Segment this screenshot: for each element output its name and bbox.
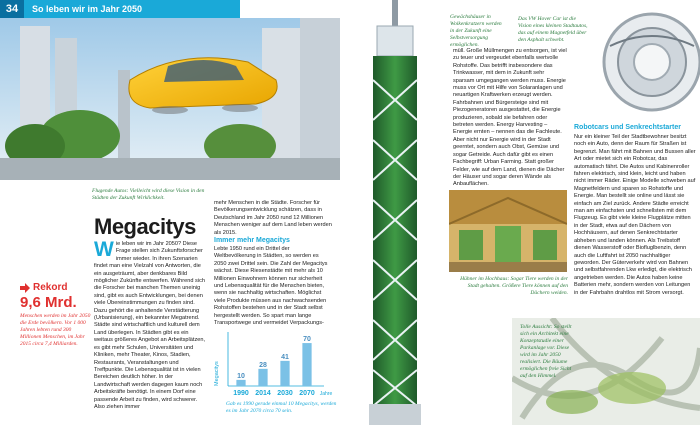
tick-label-2030: 2030 [277,390,293,397]
megacity-chart [212,328,336,400]
bar-chart [212,328,336,400]
bar-2030 [280,361,289,386]
column-2-body: Lebte 1950 rund ein Drittel der Weltbevölkerung in Städten, so werden es 2050 zwei Drittel sein. Die Zahl der Megacitys wächst. Diese Riesenstädte mit mehr als 10 Millionen Einwohnern können nur sicherheit und Lebensqualität für die Menschen bieten, wenn sie nachhaltig wirtschaften. Möglichst viele Produkte müssen aus nachwachsenden Rohstoffen bestehen und in der Stadt selbst hergestellt werden. So spart man lange Transportwege und vermeidet Verpackungs- [214,246,328,327]
tower-image [345,0,445,425]
greenhouse-photo [449,190,567,272]
greenhouse-caption: Hühner im Hochhaus: Sogar Tiere werden in der Stadt gehalten. Größere Tiere können auf den Dächern weiden. [460,276,568,296]
y-axis-label: Megacitys [214,361,220,386]
tick-label-1990: 1990 [233,390,249,397]
city-photo [0,18,340,180]
arrow-right-icon [20,283,30,293]
intro-text: ie leben wir im Jahr 2050? Diese Frage stellen sich Zukunftsforscher immer wieder. In ihren Szenarien findet man eine Vielzahl von Antworten, die ein ausgeträumt, aber denkbares Bild möglicher Zukünfte entwerfen. Während sich die Forscher bei manchen Themen uneinig sind, gibt es auch Entwicklungen, bei denen viele Übereinstimmungen zu finden sind. Dazu gehört die anhaltende Verstädterung (Urbanisierung), ein bekannter Megatrend. Städte sind wirtschaftlich und kulturell dem Land überlegen. In Städten gibt es ein weitaus größeres Angebot an Arbeitsplätzen, es gibt mehr Schulen, Universitäten und Kliniken, mehr Theater, Kinos, Stadien, Restaurants, Veranstaltungen und Treffpunkte. Die Lebensqualität ist in vielen Bereichen deutlich höher. In der Landwirtschaft werden dagegen kaum noch Arbeitskräfte benötigt. In einem Dorf eine passende Arbeit zu finden, wird schwerer. Also ziehen immer [94,241,206,410]
bar-value-1990: 10 [237,372,245,380]
bar-2014 [258,369,267,386]
tick-label-2070: 2070 [299,390,315,397]
record-text: Menschen werden im Jahr 2050 die Erde bevölkern. Vor 1 000 Jahren lebten rund 300 Millionen Menschen, im Jahr 2015 circa 7,4 Milliarden. [20,313,91,347]
chart-caption: Gab es 1990 gerade einmal 10 Megacitys, werden es im Jahr 2070 circa 70 sein. [226,401,337,414]
bar-value-2030: 41 [281,353,289,361]
hover-car-caption: Das VW Hover Car ist die Vision eines kleinen Stadtautos, das auf einem Magnetfeld über den Asphalt schwebt. [518,16,588,43]
tower-caption: Gewächshäuser in Wolkenkratzern werden in der Zukunft eine Selbstversorgung ermöglichen. [450,14,502,48]
drop-cap: W [94,238,114,261]
hover-car-image [590,6,700,118]
tick-label-2014: 2014 [255,390,271,397]
section-title: So leben wir im Jahr 2050 [32,4,143,14]
column-3: müll. Große Müllmengen zu entsorgen, ist viel zu teuer und vergeudet ebenfalls wertvolle Rohstoffe. Das betrifft insbesondere das Trinkwasser, mit dem in Zukunft sehr sparsam umgegangen werden muss. Energie muss vor Ort mit Hilfe von Solaranlagen und neuartigen Kraftwerken erzeugt werden. Fahrbahnen und Bürgersteige sind mit Piezogeneratoren ausgestattet, die Energie produzieren, sobald sie befahren oder betreten werden. Energy Harvesting – Energie ernten – nennen das die Fachleute. Aber nicht nur Energie wird in der Stadt geerntet, sondern auch Obst, Gemüse und sogar Getreide. Auch dafür gibt es einen Fachbegriff: Urban Farming. Statt großer Felder, wie auf dem Land, dienen die Dächer der Häuser und sogar deren Wände als Anbauflächen. [453,48,567,188]
page-number: 34 [0,0,24,18]
record-value: 9,6 Mrd. [20,294,77,311]
bar-1990 [236,380,245,386]
robotcars-heading: Robotcars und Senkrechtstarter [574,124,681,131]
bar-2070 [302,343,311,386]
x-axis-label: Jahre [319,391,333,397]
subheading-megacitys: Immer mehr Megacitys [214,237,290,244]
article-intro [94,238,208,411]
page-header [0,0,240,18]
bar-value-2070: 70 [303,336,311,344]
article-headline: Megacitys [94,214,196,239]
column-2-top: mehr Menschen in die Städte. Forscher für Bevölkerungsentwicklung schätzen, dass in Deutschland im Jahr 2050 rund 12 Millionen Menschen weniger auf dem Land leben werden als 2015. [214,200,332,236]
record-label: Rekord [33,282,68,293]
column-4: Nur ein kleiner Teil der Stadtbewohner besitzt noch ein Auto, denn der Raum für Straßen ist begrenzt. Man fährt mit Bahnen und Bussen aller Art oder mietet sich ein Robotcar, das automatisch fährt. Die Autos und Kabinenroller fahren elektrisch, sind klein, leicht und haben nicht immer Räder. Einige Modelle schweben auf Magnetfeldern und sparen so Rohstoffe und Energie. Man bestellt sie online und lässt sie einfach am Ziel zurück. Andere Städte erreicht man am einfachsten und schnellsten mit dem Flugzeug. Es gibt viele kleine Flugplätze mitten in der Stadt, etwa auf den Dächern von Hochhäusern, auf denen Senkrechtstarter abheben und landen können. Als Treibstoff dienen Wasserstoff oder Biofluglbenzin, denn auch die Luftfahrt ist 2050 nachhaltiger geworden. Der Güterverkehr wird von Bahnen und selbstfahrenden Lkw erledigt, die elektrisch angetrieben werden. Die Autos haben keine Batterien mehr, sondern werden von Leitungen in der Fahrbahn drahtlos mit Strom versorgt. [574,134,696,296]
city-photo-caption: Flugende Autos: Vielleicht wird diese Vision in den Städten der Zukunft Wirklichkeit. [92,188,205,201]
bar-value-2014: 28 [259,361,267,369]
park-caption: Tolle Aussicht: So stellt sich ein Architekt eine Konzeptstudie einer Parkanlage vor. Diese wird im Jahr 2050 realisiert. Die Bäume ermöglichen freie Sicht auf den Himmel. [520,324,572,379]
record-box [20,282,92,348]
